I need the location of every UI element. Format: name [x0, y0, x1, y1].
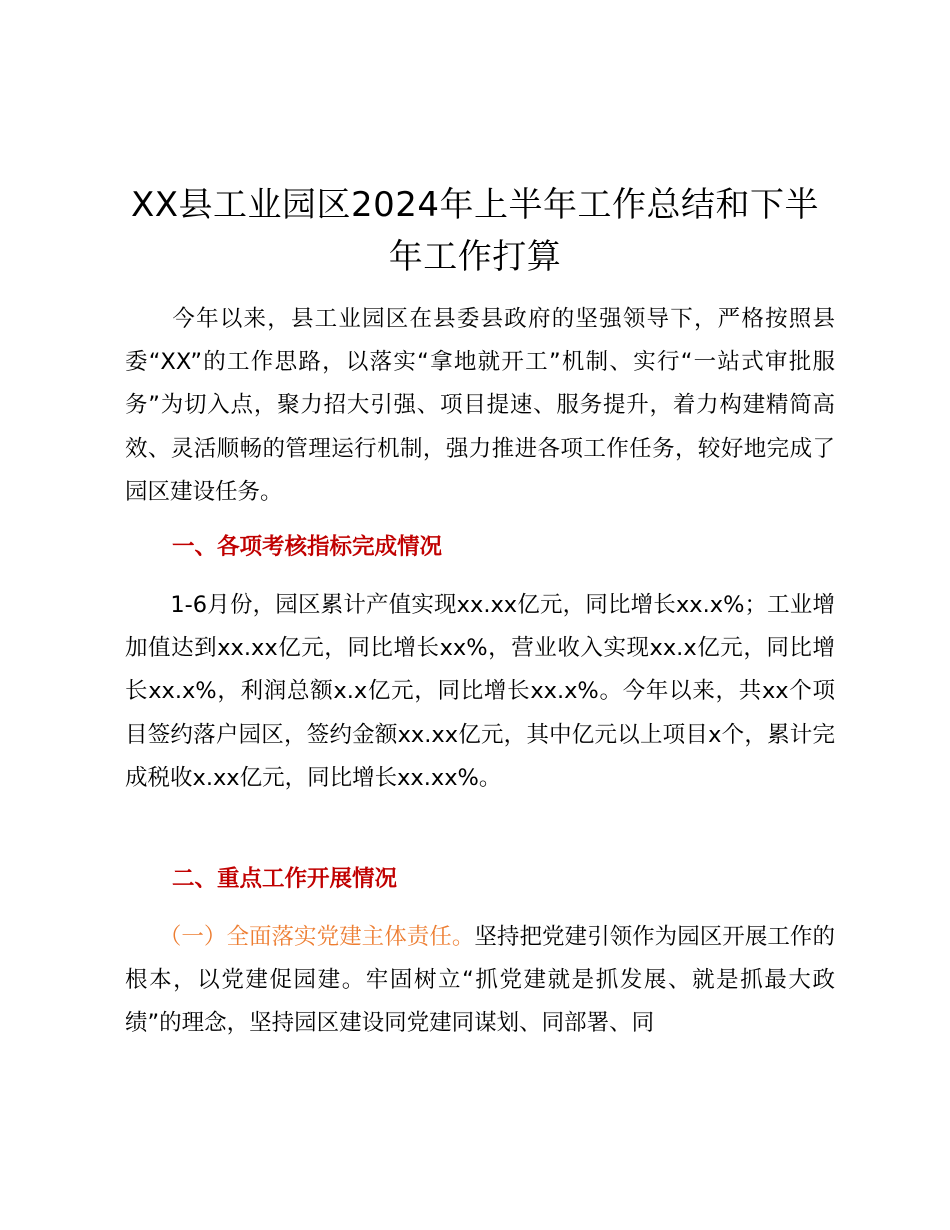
subsection1-heading: （一）全面落实党建主体责任。 [170, 924, 475, 950]
subsection1-body: 坚持把党建引领作为园区开展工作的根本，以党建促园建。牢固树立“抓党建就是抓发展、就是抓最大政绩”的理念，坚持园区建设同党建同谋划、同部署、同 [125, 924, 835, 1037]
subsection1-paragraph [125, 916, 835, 1046]
section1-paragraph: 1-6月份，园区累计产值实现xx.xx亿元，同比增长xx.x%；工业增加值达到xx.xx亿元，同比增长xx%，营业收入实现xx.x亿元，同比增长xx.x%，利润总额x.x亿元，同比增长xx.x%。今年以来，共xx个项目签约落户园区，签约金额xx.xx亿元，其中亿元以上项目x个，累计完成税收x.xx亿元，同比增长xx.xx%。 [125, 592, 835, 791]
section1-heading: 一、各项考核指标完成情况 [172, 534, 443, 560]
document-title-line2: 年工作打算 [388, 237, 562, 277]
document-title-line1: XX县工业园区2024年上半年工作总结和下半 [130, 185, 820, 225]
section2-heading: 二、重点工作开展情况 [172, 866, 398, 892]
intro-paragraph: 今年以来，县工业园区在县委县政府的坚强领导下，严格按照县委“XX”的工作思路，以落实“拿地就开工”机制、实行“一站式审批服务”为切入点，聚力招大引强、项目提速、服务提升，着力构建精简高效、灵活顺畅的管理运行机制，强力推进各项工作任务，较好地完成了园区建设任务。 [125, 306, 835, 505]
